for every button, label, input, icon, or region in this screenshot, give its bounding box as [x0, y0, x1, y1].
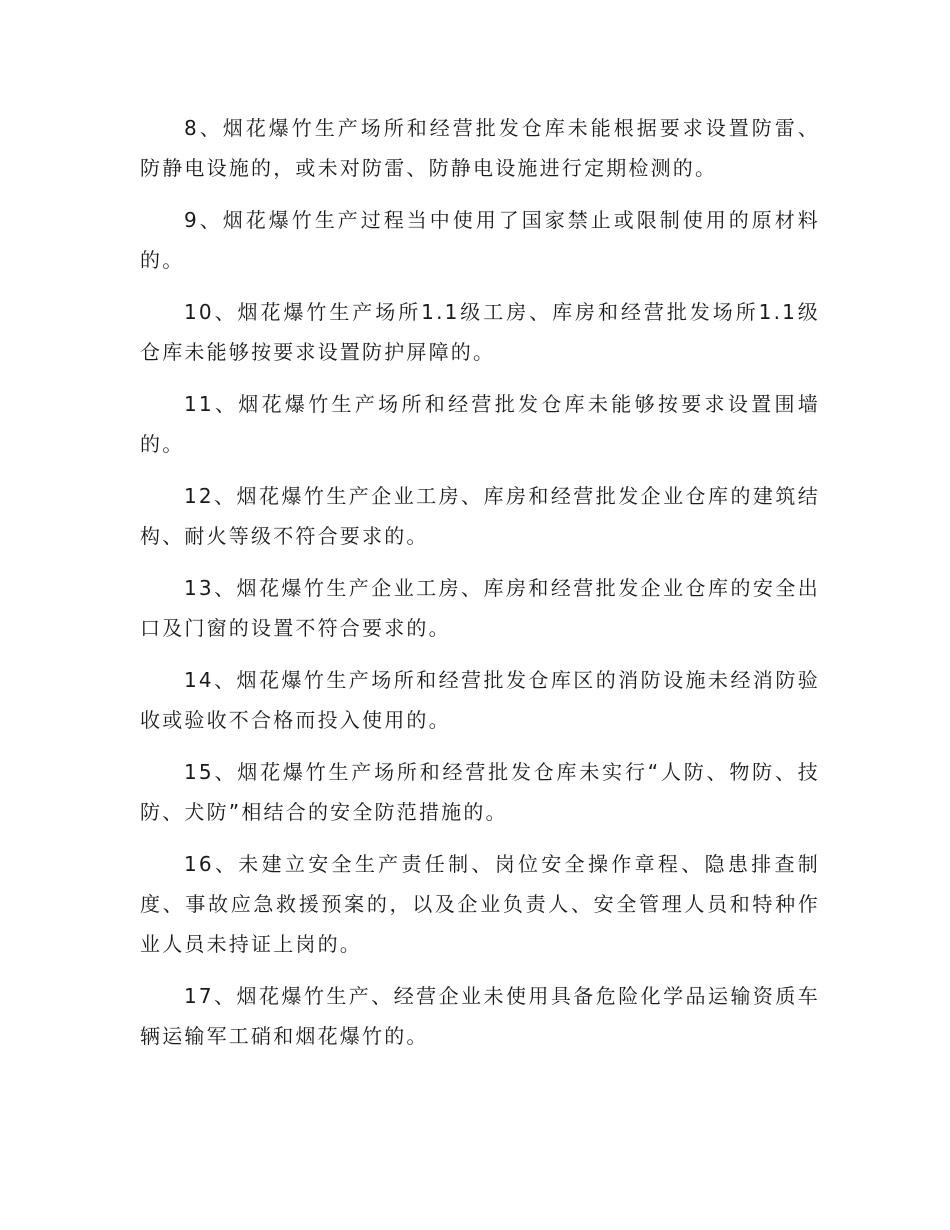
document-body — [140, 108, 820, 1068]
list-item-17: 17、烟花爆竹生产、经营企业未使用具备危险化学品运输资质车辆运输军工硝和烟花爆竹的。 — [140, 984, 820, 1048]
list-item-8: 8、烟花爆竹生产场所和经营批发仓库未能根据要求设置防雷、防静电设施的，或未对防雷、防静电设施进行定期检测的。 — [140, 116, 820, 180]
list-item-9: 9、烟花爆竹生产过程当中使用了国家禁止或限制使用的原材料的。 — [140, 208, 820, 272]
list-item-13: 13、烟花爆竹生产企业工房、库房和经营批发企业仓库的安全出口及门窗的设置不符合要求的。 — [140, 576, 820, 640]
list-item-15: 15、烟花爆竹生产场所和经营批发仓库未实行“人防、物防、技防、犬防”相结合的安全防范措施的。 — [140, 760, 820, 824]
list-item-10: 10、烟花爆竹生产场所1.1级工房、库房和经营批发场所1.1级仓库未能够按要求设置防护屏障的。 — [140, 300, 820, 364]
list-item-12: 12、烟花爆竹生产企业工房、库房和经营批发企业仓库的建筑结构、耐火等级不符合要求的。 — [140, 484, 820, 548]
list-item-16: 16、未建立安全生产责任制、岗位安全操作章程、隐患排查制度、事故应急救援预案的，以及企业负责人、安全管理人员和特种作业人员未持证上岗的。 — [140, 852, 820, 956]
list-item-14: 14、烟花爆竹生产场所和经营批发仓库区的消防设施未经消防验收或验收不合格而投入使用的。 — [140, 668, 820, 732]
list-item-11: 11、烟花爆竹生产场所和经营批发仓库未能够按要求设置围墙的。 — [140, 392, 820, 456]
